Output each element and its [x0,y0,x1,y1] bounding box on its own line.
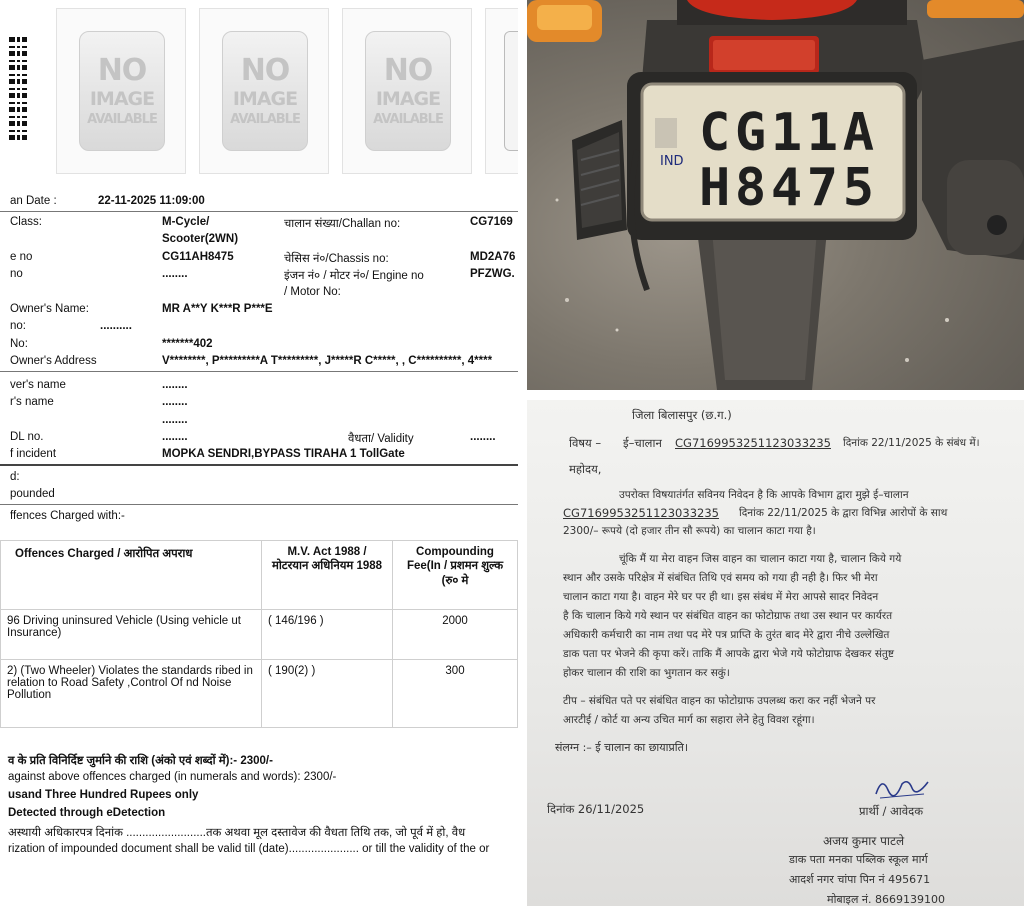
table-row [1,660,518,728]
fee-cell: 2000 [393,610,518,660]
engine-value: PFZWG. [470,268,515,280]
subject-text: ई–चालान [623,436,662,450]
column-header: M.V. Act 1988 / मोटरयान अधिनियम 1988 [262,541,393,610]
plate-number-line-1: CG11A [699,103,874,163]
challan-no-value: CG7169 [470,216,513,228]
panel-gutter [518,0,527,906]
offences-label: ffences Charged with:- [10,510,125,522]
divider [0,504,518,505]
no-image-placeholder [365,31,451,151]
act-cell: ( 190(2) ) [262,660,393,728]
vehicle-photo [527,0,1024,390]
mobile-label: No: [10,338,28,350]
chassis-value: MD2A76 [470,251,516,263]
impounded-label: pounded [10,488,55,500]
table-row [1,610,518,660]
signature [872,772,932,802]
table-header-row [1,541,518,610]
chassis-label: चेसिस नं०/Chassis no: [284,253,389,265]
paragraph-challan-number: CG7169953251123033235 [563,506,719,520]
mobile-value: *******402 [162,338,213,350]
note-line: आरटीई / कोर्ट या अन्य उचित मार्ग का सहारा लेने हेतु विवश रहूंगा। [563,714,815,726]
offence-cell: 2) (Two Wheeler) Violates the standards ribed in relation to Road Safety ,Control Of nd Noise Pollution [1,660,262,728]
offence-cell: 96 Driving uninsured Vehicle (Using vehicle ut Insurance) [1,610,262,660]
dl-no-label: DL no. [10,431,44,443]
applicant-address: आदर्श नगर चांपा पिन नं 495671 [789,873,931,886]
field-label: d: [10,471,20,483]
no-image-placeholder [222,31,308,151]
applicant-address: डाक पता मनका पब्लिक स्कूल मार्ग [789,853,928,866]
evidence-image-1[interactable] [56,8,186,174]
engine-label: इंजन नं० / मोटर नं०/ Engine no [284,270,424,282]
owner-name-label: Owner's Name: [10,303,89,315]
complaint-letter [527,400,1024,906]
divider [0,464,518,466]
fee-cell: 300 [393,660,518,728]
subject-challan-number: CG7169953251123033235 [675,436,831,450]
paragraph-line: 2300/– रूपये (दो हजार तीन सौ रूपये) का चालान काटा गया है। [563,525,816,537]
registration-label: e no [10,251,33,263]
no-image-text: IMAGE [89,88,155,110]
letter-date: दिनांक 26/11/2025 [547,802,645,816]
plate-number-line-2: H8475 [699,158,874,218]
engine-row-label: no [10,268,23,280]
offences-table [0,540,518,728]
plate-country-code: IND [660,154,684,169]
owner-name-value: MR A**Y K***R P***E [162,303,273,315]
act-cell: ( 146/196 ) [262,610,393,660]
paragraph-line: डाक पता पर भेजने की कृपा करें। ताकि मैं आपके द्वारा भेजे गये फोटोग्राफ देखकर संतुष्ट [563,648,895,660]
dl-no-value: ........ [162,431,188,443]
driver-name-label: ver's name [10,379,66,391]
letter-district: जिला बिलासपुर (छ.ग.) [632,408,732,422]
field-value: .......... [100,320,132,332]
paragraph-line: अधिकारी कर्मचारी का नाम तथा पद मेरे पत्र प्राप्ति के तुरंत बाद मेरे द्वारा नीचे उल्लेखित [563,629,890,641]
subject-text: दिनांक 22/11/2025 के संबंध में। [843,437,980,449]
paragraph-line: दिनांक 22/11/2025 के द्वारा विभिन्न आरोपों के साथ [739,507,948,519]
field-value: ........ [162,414,188,426]
total-fine-words: usand Three Hundred Rupees only [8,789,199,801]
no-image-text: NO [240,53,290,88]
divider [0,371,518,372]
paragraph-line: चालान काटा गया है। वाहन मेरे घर पर ही था। इस संबंध में मेरा आपसे सादर निवेदन [563,591,879,603]
salutation: महोदय, [569,462,602,476]
vehicle-class-value: M-Cycle/ [162,216,210,228]
incident-place-value: MOPKA SENDRI,BYPASS TIRAHA 1 TollGate [162,448,405,460]
paragraph-line: स्थान और उसके परिक्षेत्र में संबंधित तिथि एवं समय को गया ही नही है। फिर भी मेरा [563,572,878,584]
temporary-authorization-english: rization of impounded document shall be valid till (date)...................... or till the validity of the or [8,843,490,855]
divider [0,211,518,212]
field-label: no: [10,320,26,332]
indicator-light [927,0,1024,18]
total-fine-hindi: व के प्रति विनिर्दिष्ट जुर्माने की राशि (अंको एवं शब्दों में):- 2300/- [8,755,273,767]
engine-row-value: ........ [162,268,188,280]
no-image-placeholder [504,31,518,151]
no-image-text: AVAILABLE [230,112,300,127]
detection-method: Detected through eDetection [8,807,166,819]
applicant-mobile: मोबाइल नं. 8669139100 [827,893,945,906]
validity-value: ........ [470,431,496,443]
vehicle-class-value: Scooter(2WN) [162,233,239,245]
no-image-text: IMAGE [232,88,298,110]
paragraph-line: है कि चालान किये गये स्थान पर संबंधित वाहन का फोटोग्राफ तथा उस स्थान पर कार्यरत [563,610,893,622]
challan-date-label: an Date : [10,195,57,207]
no-image-text: NO [383,53,433,88]
subject-label: विषय – [569,436,602,450]
evidence-image-4[interactable] [485,8,518,174]
no-image-placeholder [79,31,165,151]
validity-label: वैधता/ Validity [348,433,414,445]
no-image-text: NO [97,53,147,88]
paragraph-line: उपरोक्त विषयातंर्गत सविनय निवेदन है कि आपके विभाग द्वारा मुझे ई–चालान [619,489,909,501]
qr-code [9,36,27,140]
total-fine-english: against above offences charged (in numerals and words): 2300/- [8,771,337,783]
engine-label: / Motor No: [284,286,341,298]
evidence-image-3[interactable] [342,8,472,174]
enclosure-text: संलग्न :– ई चालान का छायाप्रति। [555,741,689,754]
applicant-label: प्रार्थी / आवेदक [859,804,924,818]
driver-name-value: ........ [162,379,188,391]
evidence-image-2[interactable] [199,8,329,174]
no-image-text: IMAGE [375,88,441,110]
panel-gutter [527,390,1024,400]
note-line: टीप – संबंधित पते पर संबंधित वाहन का फोटोग्राफ उपलब्ध करा कर नहीं भेजने पर [563,695,876,707]
motorcycle-rear-illustration [527,0,1024,390]
registration-value: CG11AH8475 [162,251,234,263]
temporary-authorization-hindi: अस्थायी अधिकारपत्र दिनांक .........................तक अथवा मूल दस्तावेज की वैधता तिथि तक, जो पूर्व में हो, वैध [8,827,466,839]
father-name-label: r's name [10,396,54,408]
applicant-name: अजय कुमार पाटले [823,834,905,848]
no-image-text: AVAILABLE [87,112,157,127]
father-name-value: ........ [162,396,188,408]
owner-address-value: V********, P*********A T*********, J*****R C*****, , C**********, 4**** [162,355,493,367]
column-header: Offences Charged / आरोपित अपराध [1,541,262,610]
challan-no-label: चालान संख्या/Challan no: [284,218,401,230]
vehicle-class-label: Class: [10,216,42,228]
challan-date-value: 22-11-2025 11:09:00 [98,195,205,207]
incident-place-label: f incident [10,448,57,460]
paragraph-line: चूंकि मैं या मेरा वाहन जिस वाहन का चालान काटा गया है, चालान किये गये [619,553,902,565]
column-header: Compounding Fee(In / प्रशमन शुल्क (रु० मे [393,541,518,610]
no-image-text: AVAILABLE [373,112,443,127]
owner-address-label: Owner's Address [10,355,97,367]
paragraph-line: होकर चालान की राशि का भुगतान कर सकुं। [563,667,730,679]
